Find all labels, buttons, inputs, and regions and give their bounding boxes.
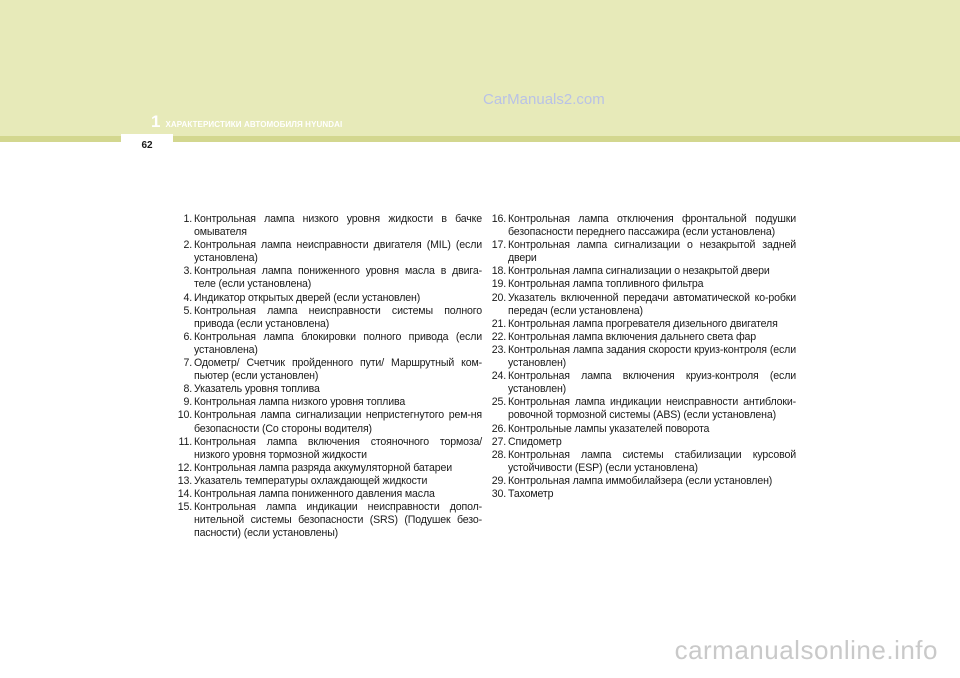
- item-number: 23.: [491, 343, 506, 356]
- item-number: 26.: [491, 422, 506, 435]
- item-text: Контрольная лампа неисправности системы полного привода (если установлена): [194, 304, 482, 330]
- list-item: [488, 449, 796, 475]
- list-item: [488, 265, 796, 278]
- item-text: Контрольная лампа блокировки полного привода (если установлена): [194, 330, 482, 356]
- item-text: Индикатор открытых дверей (если установлен): [194, 291, 421, 304]
- item-number: 6.: [183, 330, 192, 343]
- item-number: 18.: [491, 265, 506, 278]
- list-item: [488, 278, 796, 291]
- item-number: 15.: [177, 501, 192, 514]
- list-item: [172, 436, 482, 462]
- legend-list-left: [172, 213, 482, 540]
- item-number: 2.: [183, 239, 192, 252]
- item-text: Контрольная лампа индикации неисправности допол-нительной системы безопасности (SRS) (Подушек безо-пасности) (если установлены): [194, 501, 482, 540]
- item-text: Указатель включенной передачи автоматической ко-робки передач (если установлена): [508, 291, 796, 317]
- list-item: [172, 462, 482, 475]
- item-number: 24.: [491, 370, 506, 383]
- item-number: 27.: [491, 435, 506, 448]
- item-number: 14.: [177, 487, 192, 500]
- item-number: 13.: [177, 474, 192, 487]
- item-text: Контрольная лампа сигнализации непристегнутого рем-ня безопасности (Со стороны водителя): [194, 409, 482, 435]
- item-number: 17.: [491, 239, 506, 252]
- item-text: Контрольная лампа системы стабилизации курсовой устойчивости (ESP) (если установлена): [508, 448, 796, 474]
- chapter-title: ХАРАКТЕРИСТИКИ АВТОМОБИЛЯ HYUNDAI: [165, 120, 343, 129]
- item-text: Контрольная лампа неисправности двигателя (MIL) (если установлена): [194, 239, 482, 265]
- list-item: [172, 488, 482, 501]
- item-text: Указатель температуры охлаждающей жидкости: [194, 474, 428, 487]
- list-item: [488, 436, 796, 449]
- legend-list-right: [488, 213, 796, 501]
- item-text: Контрольная лампа пониженного давления масла: [194, 487, 435, 500]
- list-item: [172, 501, 482, 540]
- item-text: Контрольная лампа задания скорости круиз-контроля (если установлен): [508, 343, 796, 370]
- list-item: [488, 396, 796, 422]
- item-number: 8.: [183, 383, 192, 396]
- page-number-tab: [121, 134, 173, 156]
- item-number: 30.: [491, 487, 506, 500]
- item-number: 19.: [491, 278, 506, 291]
- item-text: Контрольная лампа низкого уровня жидкости в бачке омывателя: [194, 213, 482, 239]
- item-number: 10.: [177, 409, 192, 422]
- item-text: Контрольная лампа включения стояночного тормоза/ низкого уровня тормозной жидкости: [194, 435, 482, 461]
- list-item: [172, 265, 482, 291]
- footer-watermark: carmanualsonline.info: [674, 635, 938, 665]
- item-text: Одометр/ Счетчик пройденного пути/ Маршрутный ком-пьютер (если установлен): [194, 357, 482, 383]
- item-text: Контрольная лампа сигнализации о незакрытой задней двери: [508, 239, 796, 265]
- item-number: 16.: [491, 213, 506, 225]
- item-text: Контрольная лампа разряда аккумуляторной батареи: [194, 461, 452, 474]
- item-text: Контрольная лампа пониженного уровня масла в двига-теле (если установлена): [194, 265, 482, 291]
- item-text: Тахометр: [508, 487, 554, 500]
- list-item: [488, 318, 796, 331]
- list-item: [172, 396, 482, 409]
- chapter-number: 1: [151, 112, 161, 131]
- list-item: [488, 213, 796, 239]
- top-watermark-link[interactable]: CarManuals2.com: [483, 91, 605, 108]
- list-item: [172, 239, 482, 265]
- item-number: 1.: [183, 213, 192, 225]
- list-item: [172, 213, 482, 239]
- list-item: [488, 331, 796, 344]
- item-text: Контрольная лампа низкого уровня топлива: [194, 396, 406, 409]
- list-item: [172, 305, 482, 331]
- item-number: 21.: [491, 317, 506, 330]
- item-text: Контрольная лампа включения дальнего света фар: [508, 330, 756, 343]
- chapter-heading: [151, 112, 342, 132]
- item-text: Контрольная лампа прогревателя дизельного двигателя: [508, 317, 778, 330]
- item-text: Контрольная лампа включения круиз-контроля (если установлен): [508, 370, 796, 396]
- list-item: [172, 292, 482, 305]
- list-item: [172, 383, 482, 396]
- item-number: 5.: [183, 304, 192, 317]
- item-text: Контрольная лампа отключения фронтальной подушки безопасности переднего пассажира (если установлена): [508, 213, 796, 239]
- list-item: [172, 331, 482, 357]
- list-item: [488, 239, 796, 265]
- list-item: [488, 292, 796, 318]
- item-text: Контрольная лампа сигнализации о незакрытой двери: [508, 265, 770, 278]
- item-text: Контрольная лампа индикации неисправности антиблоки-ровочной тормозной системы (ABS) (если установлена): [508, 396, 796, 422]
- item-number: 22.: [491, 330, 506, 343]
- item-number: 12.: [177, 461, 192, 474]
- list-item: [172, 409, 482, 435]
- item-number: 11.: [178, 435, 192, 448]
- item-number: 25.: [491, 396, 506, 409]
- item-number: 3.: [183, 265, 192, 278]
- item-number: 9.: [183, 396, 192, 409]
- item-number: 29.: [491, 474, 506, 487]
- list-item: [488, 423, 796, 436]
- item-number: 28.: [491, 448, 506, 461]
- item-text: Контрольная лампа топливного фильтра: [508, 278, 704, 291]
- item-text: Спидометр: [508, 435, 562, 448]
- item-number: 7.: [183, 357, 192, 370]
- list-item: [488, 370, 796, 396]
- item-number: 4.: [183, 291, 192, 304]
- list-item: [488, 475, 796, 488]
- page-header: [0, 0, 960, 142]
- list-item: [172, 357, 482, 383]
- item-text: Контрольные лампы указателей поворота: [508, 422, 710, 435]
- list-item: [488, 344, 796, 370]
- list-item: [172, 475, 482, 488]
- item-number: 20.: [491, 291, 506, 304]
- item-text: Контрольная лампа иммобилайзера (если установлен): [508, 474, 773, 487]
- item-text: Указатель уровня топлива: [194, 383, 320, 396]
- list-item: [488, 488, 796, 501]
- page-number: 62: [141, 139, 153, 151]
